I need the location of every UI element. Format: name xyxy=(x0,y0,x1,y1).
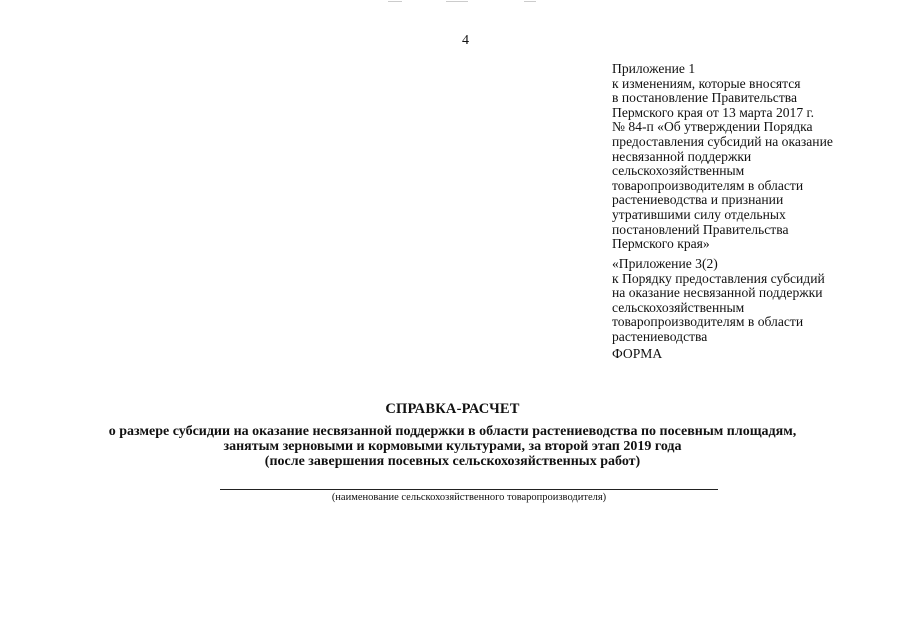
annex-1-line: товаропроизводителям в области xyxy=(612,177,804,193)
form-label: ФОРМА xyxy=(612,346,663,361)
annex-1-line: в постановление Правительства xyxy=(612,90,798,106)
annex-1-line: утратившими силу отдельных xyxy=(612,206,786,222)
subtitle-line: о размере субсидии на оказание несвязанной поддержки в области растениеводства по посевным площадям, xyxy=(108,424,797,439)
annex-1-line: № 84-п «Об утверждении Порядка xyxy=(612,119,813,135)
scan-artifact xyxy=(524,1,536,2)
document-title: СПРАВКА-РАСЧЕТ xyxy=(385,401,520,417)
annex-3-2-line: на оказание несвязанной поддержки xyxy=(612,285,823,301)
annex-1-line: Приложение 1 xyxy=(612,61,696,76)
producer-name-caption: (наименование сельскохозяйственного товаропроизводителя) xyxy=(331,492,607,503)
annex-3-2-line: сельскохозяйственным xyxy=(612,299,745,315)
annex-1-line: предоставления субсидий на оказание xyxy=(612,133,833,149)
annex-3-2-line: «Приложение 3(2) xyxy=(612,256,718,271)
annex-3-2-line: растениеводства xyxy=(612,328,708,344)
annex-1-line: постановлений Правительства xyxy=(612,221,789,237)
annex-3-2-block xyxy=(612,257,902,345)
annex-1-line: Пермского края» xyxy=(612,236,710,252)
annex-1-line: несвязанной поддержки xyxy=(612,148,752,164)
annex-3-2-line: к Порядку предоставления субсидий xyxy=(612,270,825,286)
scan-artifact xyxy=(388,1,402,2)
annex-1-line: к изменениям, которые вносятся xyxy=(612,75,801,91)
annex-1-line: Пермского края от 13 марта 2017 г. xyxy=(612,104,814,120)
document-subtitle xyxy=(40,424,865,469)
annex-3-2-line: товаропроизводителям в области xyxy=(612,314,804,330)
producer-name-line xyxy=(220,489,718,490)
annex-1-line: сельскохозяйственным xyxy=(612,163,745,179)
subtitle-line: (после завершения посевных сельскохозяйственных работ) xyxy=(264,454,641,469)
annex-1-line: растениеводства и признании xyxy=(612,192,784,208)
scan-artifact xyxy=(446,1,468,2)
page-number: 4 xyxy=(462,33,469,48)
subtitle-line: занятым зерновыми и кормовыми культурами, за второй этап 2019 года xyxy=(223,439,682,454)
annex-1-block xyxy=(612,62,902,252)
